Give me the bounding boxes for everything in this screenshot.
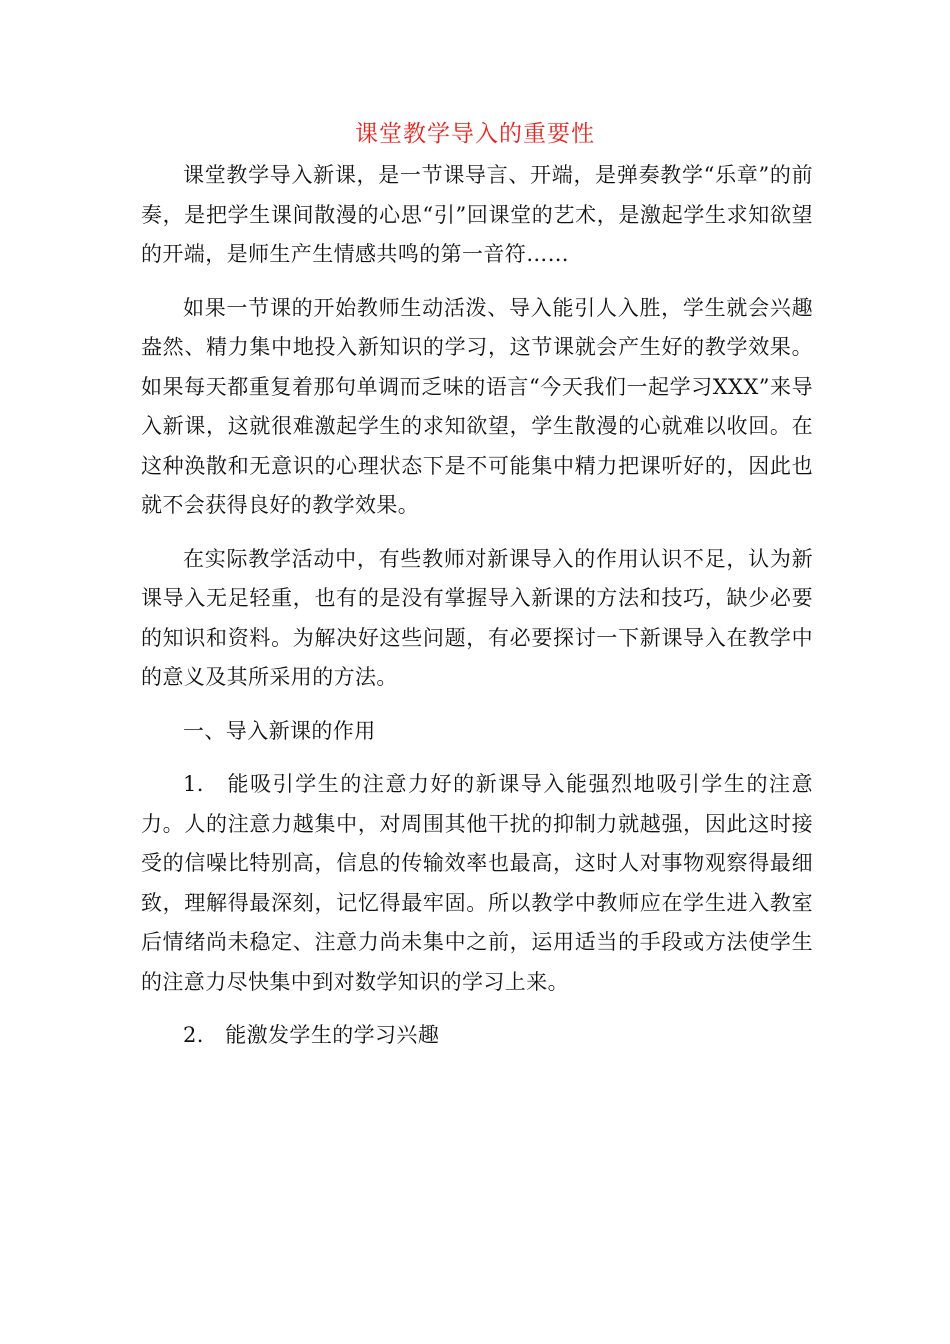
section-heading-role: 一、导入新课的作用 bbox=[183, 718, 376, 743]
document-title: 课堂教学导入的重要性 bbox=[355, 121, 595, 147]
paragraph-point-1: 1. 能吸引学生的注意力好的新课导入能强烈地吸引学生的注意力。人的注意力越集中，对周围其他干扰的抑制力就越强，因此这时接受的信噪比特别高，信息的传输效率也最高，这时人对事物观察得最细致，理解得最深刻，记忆得最牢固。所以教学中教师应在学生进入教室后情绪尚未稳定、注意力尚未集中之前，运用适当的手段或方法使学生的注意力尽快集中到对数学知识的学习上来。 bbox=[141, 772, 813, 994]
paragraph-intro: 课堂教学导入新课，是一节课导言、开端，是弹奏教学“乐章”的前奏，是把学生课间散漫的心思“引”回课堂的艺术，是激起学生求知欲望的开端，是师生产生情感共鸣的第一音符…… bbox=[141, 163, 813, 266]
paragraph-point-2: 2. 能激发学生的学习兴趣 bbox=[183, 1023, 440, 1047]
document-body bbox=[141, 156, 813, 1056]
paragraph-effect: 如果一节课的开始教师生动活泼、导入能引人入胜，学生就会兴趣盎然、精力集中地投入新知识的学习，这节课就会产生好的教学效果。如果每天都重复着那句单调而乏味的语言“今天我们一起学习XXX”来导入新课，这就很难激起学生的求知欲望，学生散漫的心就难以收回。在这种涣散和无意识的心理状态下是不可能集中精力把课听好的，因此也就不会获得良好的教学效果。 bbox=[141, 295, 813, 517]
paragraph-problem: 在实际教学活动中，有些教师对新课导入的作用认识不足，认为新课导入无足轻重，也有的是没有掌握导入新课的方法和技巧，缺少必要的知识和资料。为解决好这些问题，有必要探讨一下新课导入在教学中的意义及其所采用的方法。 bbox=[141, 546, 813, 689]
